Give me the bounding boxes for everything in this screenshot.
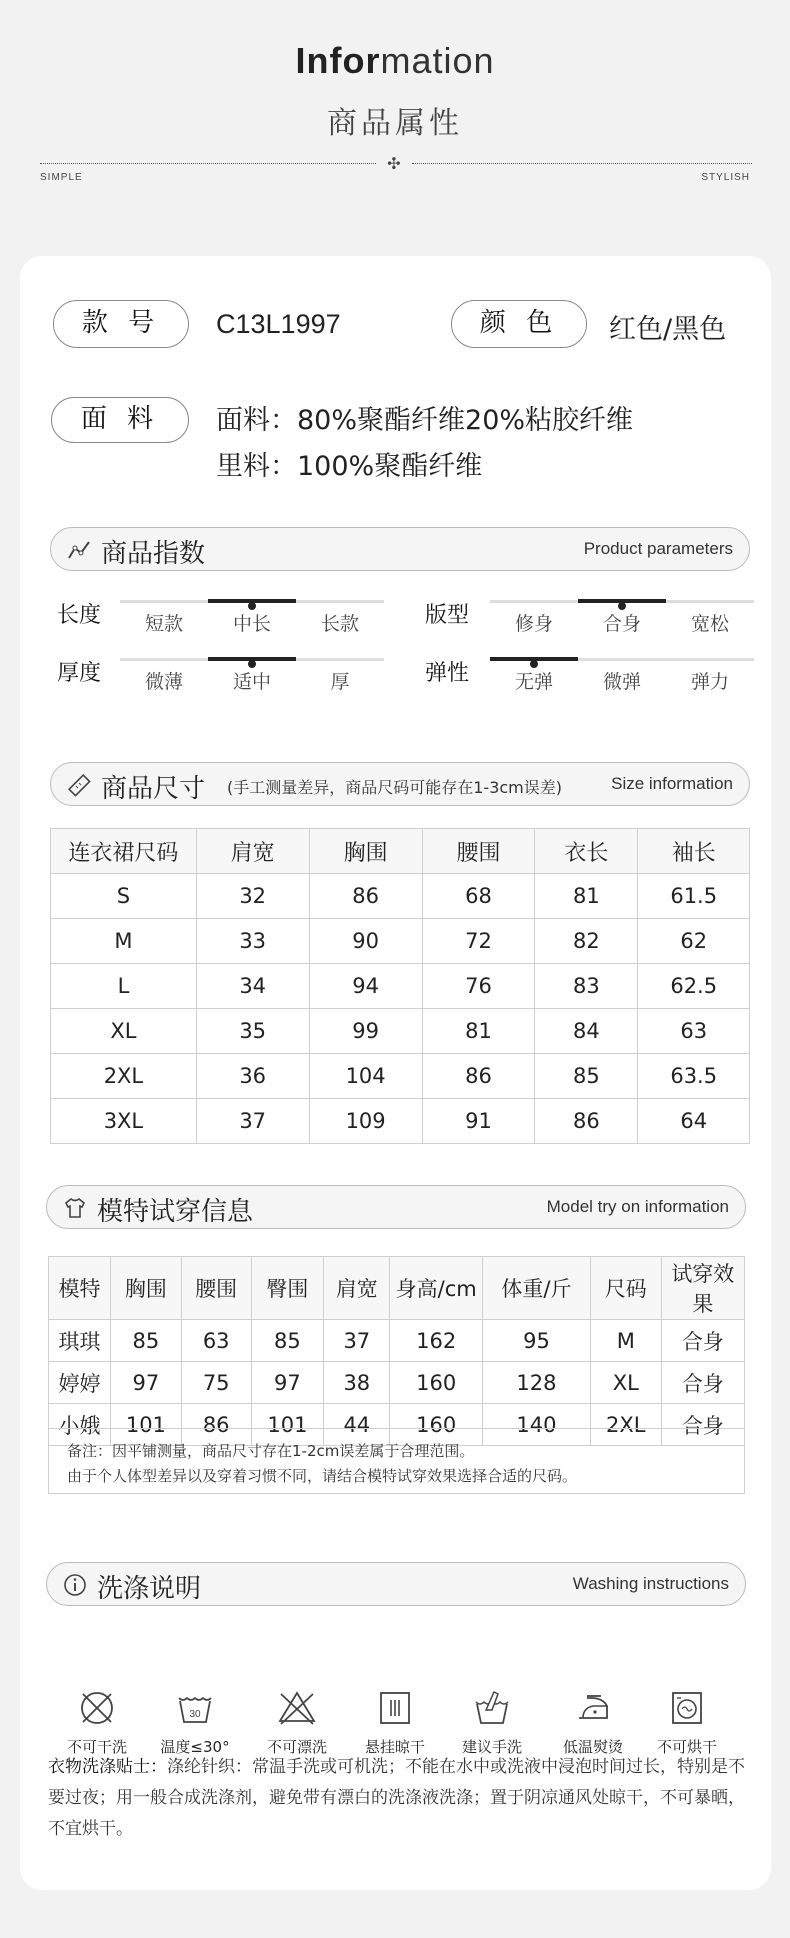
model-header-cell: 体重/斤 <box>483 1257 591 1320</box>
index-option: 厚 <box>330 671 350 693</box>
size-row <box>51 964 750 1009</box>
washing-title: 洗涤说明 <box>97 1574 202 1604</box>
ruler-icon <box>67 773 91 797</box>
size-header-cell: 肩宽 <box>196 829 309 874</box>
model-cell: 101 <box>110 1404 181 1446</box>
size-cell: 85 <box>535 1054 638 1099</box>
page-header <box>0 0 790 250</box>
style-number-value: C13L1997 <box>216 309 341 339</box>
size-cell: 86 <box>422 1054 535 1099</box>
style-number-label: 款 号 <box>53 300 189 348</box>
page-title <box>0 40 790 82</box>
size-cell: 63 <box>638 1009 750 1054</box>
model-header-cell: 模特 <box>49 1257 111 1320</box>
size-cell: S <box>51 874 197 919</box>
model-cell: 合身 <box>661 1320 744 1362</box>
model-cell: 97 <box>251 1362 324 1404</box>
size-row <box>51 874 750 919</box>
index-option: 弹力 <box>690 671 729 693</box>
tips-key: 衣物洗涤贴士： <box>48 1757 167 1777</box>
index-option: 合身 <box>602 613 641 635</box>
size-cell: 62 <box>638 919 750 964</box>
model-bar <box>46 1185 746 1229</box>
size-cell: 94 <box>309 964 422 1009</box>
no-bleach-icon <box>277 1688 317 1728</box>
size-cell: 62.5 <box>638 964 750 1009</box>
index-label: 弹性 <box>425 661 470 686</box>
size-bar <box>50 762 750 806</box>
ornament-icon: ✣ <box>387 154 401 173</box>
model-table <box>48 1256 745 1446</box>
model-en: Model try on information <box>546 1197 729 1216</box>
size-cell: 104 <box>309 1054 422 1099</box>
no-tumble-dry-icon <box>667 1688 707 1728</box>
size-cell: L <box>51 964 197 1009</box>
wash-item-wash-30 <box>150 1688 240 1757</box>
model-note-line2: 由于个人体型差异以及穿着习惯不同，请结合模特试穿效果选择合适的尺码。 <box>67 1467 578 1485</box>
size-cell: XL <box>51 1009 197 1054</box>
size-cell: 83 <box>535 964 638 1009</box>
size-cell: 34 <box>196 964 309 1009</box>
size-table-header <box>51 829 750 874</box>
wash-item-no-tumble-dry <box>642 1688 732 1757</box>
washing-bar <box>46 1562 746 1606</box>
model-cell: 37 <box>324 1320 390 1362</box>
product-index-en: Product parameters <box>583 539 733 558</box>
size-cell: 33 <box>196 919 309 964</box>
size-row <box>51 1099 750 1144</box>
size-row <box>51 919 750 964</box>
size-cell: 2XL <box>51 1054 197 1099</box>
wash-label: 不可干洗 <box>66 1738 127 1756</box>
size-cell: 37 <box>196 1099 309 1144</box>
index-option: 适中 <box>232 671 271 693</box>
model-cell: 小娥 <box>49 1404 111 1446</box>
model-cell: XL <box>590 1362 661 1404</box>
size-cell: 68 <box>422 874 535 919</box>
washing-tips <box>48 1752 753 1845</box>
model-row <box>49 1362 745 1404</box>
wash-item-hang-dry <box>350 1688 440 1757</box>
model-header-cell: 臀围 <box>251 1257 324 1320</box>
size-cell: 72 <box>422 919 535 964</box>
model-cell: 162 <box>390 1320 483 1362</box>
wash-item-no-bleach <box>252 1688 342 1757</box>
size-header-cell: 胸围 <box>309 829 422 874</box>
no-dry-clean-icon <box>77 1688 117 1728</box>
page-subtitle: 商品属性 <box>327 106 463 141</box>
product-index-title: 商品指数 <box>101 539 206 569</box>
size-cell: 76 <box>422 964 535 1009</box>
wash-item-no-dry-clean <box>52 1688 142 1757</box>
size-header-cell: 连衣裙尺码 <box>51 829 197 874</box>
model-cell: 63 <box>181 1320 251 1362</box>
size-header-cell: 衣长 <box>535 829 638 874</box>
size-cell: 91 <box>422 1099 535 1144</box>
size-row <box>51 1054 750 1099</box>
model-cell: 97 <box>110 1362 181 1404</box>
index-option: 短款 <box>144 613 183 635</box>
size-cell: 86 <box>535 1099 638 1144</box>
model-cell: 86 <box>181 1404 251 1446</box>
info-icon <box>63 1573 87 1597</box>
model-cell: 38 <box>324 1362 390 1404</box>
low-iron-icon <box>573 1688 613 1728</box>
size-table <box>50 828 750 1144</box>
wash-label: 不可烘干 <box>656 1738 717 1756</box>
size-en: Size information <box>611 774 733 793</box>
tshirt-icon <box>63 1196 87 1220</box>
model-note-line1: 备注：因平铺测量，商品尺寸存在1-2cm误差属于合理范围。 <box>67 1442 475 1460</box>
model-header-cell: 尺码 <box>590 1257 661 1320</box>
tag-simple: SIMPLE <box>40 172 83 183</box>
model-cell: 合身 <box>661 1404 744 1446</box>
model-cell: 合身 <box>661 1362 744 1404</box>
wash-label: 悬挂晾干 <box>364 1738 425 1756</box>
size-note: (手工测量差异，商品尺码可能存在1-3cm误差) <box>227 778 563 797</box>
index-option: 修身 <box>514 613 553 635</box>
model-table-header <box>49 1257 745 1320</box>
index-label: 版型 <box>425 603 470 628</box>
model-header-cell: 试穿效果 <box>661 1257 744 1320</box>
model-cell: 75 <box>181 1362 251 1404</box>
size-cell: 64 <box>638 1099 750 1144</box>
model-cell: 101 <box>251 1404 324 1446</box>
size-cell: M <box>51 919 197 964</box>
divider-left <box>40 163 376 164</box>
size-title: 商品尺寸 <box>101 774 206 804</box>
wash-label: 不可漂洗 <box>266 1738 327 1756</box>
size-cell: 81 <box>422 1009 535 1054</box>
color-value: 红色/黑色 <box>609 314 727 345</box>
model-note <box>48 1428 745 1494</box>
size-cell: 32 <box>196 874 309 919</box>
tag-stylish: STYLISH <box>701 172 750 183</box>
model-cell: 140 <box>483 1404 591 1446</box>
hand-wash-icon <box>472 1688 512 1728</box>
index-option: 微弹 <box>602 671 641 693</box>
wash-label: 低温熨烫 <box>562 1738 623 1756</box>
size-cell: 86 <box>309 874 422 919</box>
index-label: 厚度 <box>57 661 102 686</box>
size-cell: 99 <box>309 1009 422 1054</box>
wash-item-low-iron <box>548 1688 638 1757</box>
color-label: 颜 色 <box>451 300 587 348</box>
index-option: 微薄 <box>144 671 183 693</box>
title-bold: Infor <box>295 40 381 81</box>
model-row <box>49 1320 745 1362</box>
model-cell: 160 <box>390 1362 483 1404</box>
wash-label: 建议手洗 <box>461 1738 522 1756</box>
model-cell: 95 <box>483 1320 591 1362</box>
hang-dry-icon <box>375 1688 415 1728</box>
model-cell: 85 <box>251 1320 324 1362</box>
fabric-lining: 里料：100%聚酯纤维 <box>216 451 483 482</box>
model-header-cell: 肩宽 <box>324 1257 390 1320</box>
svg-text:30: 30 <box>189 1709 201 1720</box>
size-cell: 63.5 <box>638 1054 750 1099</box>
model-cell: 婷婷 <box>49 1362 111 1404</box>
title-rest: mation <box>380 40 495 81</box>
size-cell: 36 <box>196 1054 309 1099</box>
product-index-bar <box>50 527 750 571</box>
model-cell: 160 <box>390 1404 483 1446</box>
washing-en: Washing instructions <box>572 1574 729 1593</box>
trend-icon <box>67 538 91 562</box>
model-cell: 44 <box>324 1404 390 1446</box>
wash-30-icon <box>175 1688 215 1728</box>
size-cell: 81 <box>535 874 638 919</box>
wash-item-hand-wash <box>447 1688 537 1757</box>
model-cell: 85 <box>110 1320 181 1362</box>
model-header-cell: 身高/cm <box>390 1257 483 1320</box>
tips-text: 涤纶针织：常温手洗或可机洗；不能在水中或洗液中浸泡时间过长，特别是不要过夜；用一般合成洗涤剂，避免带有漂白的洗涤液洗涤；置于阴凉通风处晾干，不可暴晒，不宜烘干。 <box>48 1757 745 1839</box>
model-cell: 琪琪 <box>49 1320 111 1362</box>
size-cell: 84 <box>535 1009 638 1054</box>
fabric-label: 面 料 <box>51 397 189 443</box>
index-option: 长款 <box>320 613 359 635</box>
model-title: 模特试穿信息 <box>97 1197 254 1227</box>
size-row <box>51 1009 750 1054</box>
index-label: 长度 <box>57 603 102 628</box>
model-header-cell: 胸围 <box>110 1257 181 1320</box>
divider-right <box>412 163 752 164</box>
size-cell: 61.5 <box>638 874 750 919</box>
model-header-cell: 腰围 <box>181 1257 251 1320</box>
index-option: 中长 <box>232 613 271 635</box>
size-cell: 3XL <box>51 1099 197 1144</box>
model-cell: M <box>590 1320 661 1362</box>
fabric-outer: 面料：80%聚酯纤维20%粘胶纤维 <box>216 405 634 436</box>
size-cell: 90 <box>309 919 422 964</box>
model-cell: 2XL <box>590 1404 661 1446</box>
size-cell: 82 <box>535 919 638 964</box>
size-header-cell: 袖长 <box>638 829 750 874</box>
model-cell: 128 <box>483 1362 591 1404</box>
index-option: 宽松 <box>690 613 729 635</box>
index-option: 无弹 <box>514 671 553 693</box>
size-header-cell: 腰围 <box>422 829 535 874</box>
size-cell: 109 <box>309 1099 422 1144</box>
size-cell: 35 <box>196 1009 309 1054</box>
wash-label: 温度≤30° <box>160 1738 230 1756</box>
